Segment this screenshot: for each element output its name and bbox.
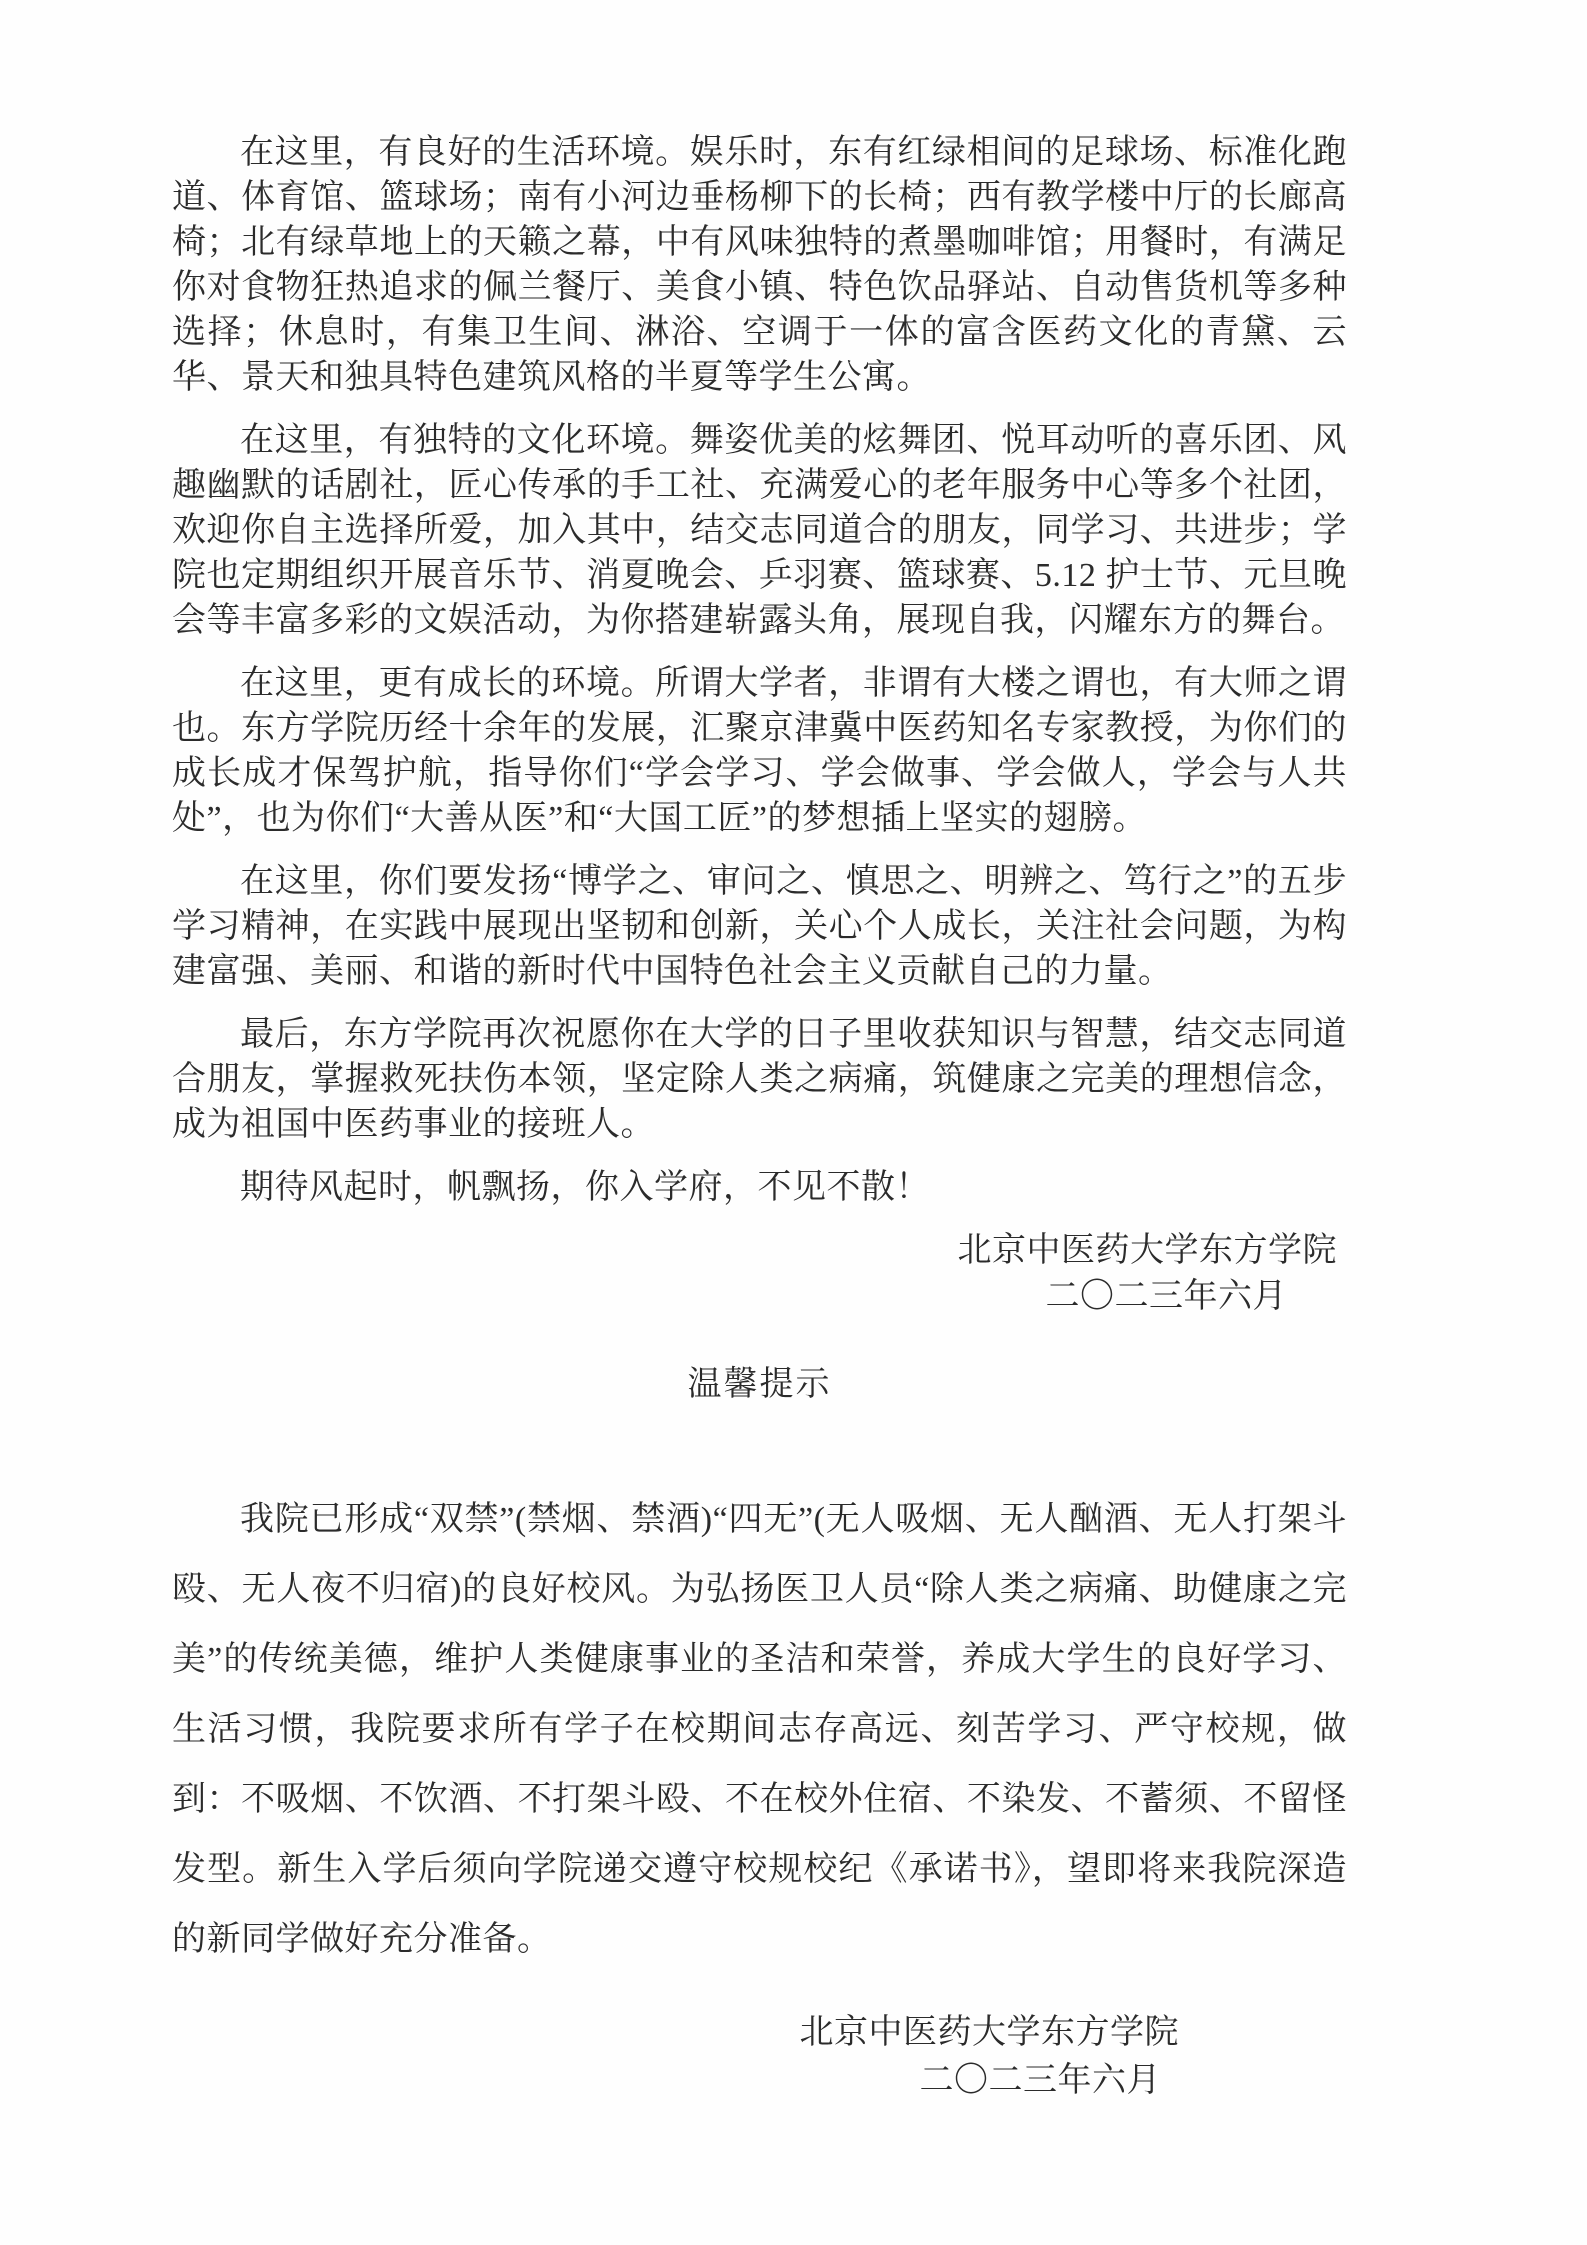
letter-paragraph-culture-environment: 在这里，有独特的文化环境。舞姿优美的炫舞团、悦耳动听的喜乐团、风趣幽默的话剧社，匠心传承的手工社、充满爱心的老年服务中心等多个社团，欢迎你自主选择所爱，加入其中，结交志同道合的朋友，同学习、共进步；学院也定期组织开展音乐节、消夏晚会、乒羽赛、篮球赛、5.12 护士节、元旦晚会等丰富多彩的文娱活动，为你搭建崭露头角，展现自我，闪耀东方的舞台。 [172,422,1347,639]
letter-signature-block [172,1228,1347,1320]
notice-section [172,1362,1347,2105]
letter-paragraph-growth-environment: 在这里，更有成长的环境。所谓大学者，非谓有大楼之谓也，有大师之谓也。东方学院历经十余年的发展，汇聚京津冀中医药知名专家教授，为你们的成长成才保驾护航，指导你们“学会学习、学会做事、学会做人，学会与人共处”，也为你们“大善从医”和“大国工匠”的梦想插上坚实的翅膀。 [172,665,1347,837]
notice-title: 温馨提示 [687,1366,832,1403]
letter-paragraph-study-spirit: 在这里，你们要发扬“博学之、审问之、慎思之、明辨之、笃行之”的五步学习精神，在实践中展现出坚韧和创新，关心个人成长，关注社会问题，为构建富强、美丽、和谐的新时代中国特色社会主义贡献自己的力量。 [172,863,1347,990]
letter-closing-line: 期待风起时，帆飘扬，你入学府，不见不散！ [240,1169,930,1206]
notice-signature-block [172,2009,1347,2105]
notice-signature-date: 二〇二三年六月 [919,2062,1161,2099]
letter-paragraph-final-wishes: 最后，东方学院再次祝愿你在大学的日子里收获知识与智慧，结交志同道合朋友，掌握救死扶伤本领，坚定除人类之病痛，筑健康之完美的理想信念，成为祖国中医药事业的接班人。 [172,1016,1347,1143]
letter-paragraph-living-environment: 在这里，有良好的生活环境。娱乐时，东有红绿相间的足球场、标准化跑道、体育馆、篮球场；南有小河边垂杨柳下的长椅；西有教学楼中厅的长廊高椅；北有绿草地上的天籁之幕，中有风味独特的煮墨咖啡馆；用餐时，有满足你对食物狂热追求的佩兰餐厅、美食小镇、特色饮品驿站、自动售货机等多种选择；休息时，有集卫生间、淋浴、空调于一体的富含医药文化的青黛、云华、景天和独具特色建筑风格的半夏等学生公寓。 [172,134,1347,396]
welcome-letter-section [172,130,1347,1320]
letter-signature-date: 二〇二三年六月 [1045,1278,1287,1315]
notice-signature-organization: 北京中医药大学东方学院 [799,2014,1179,2051]
notice-paragraph: 我院已形成“双禁”(禁烟、禁酒)“四无”(无人吸烟、无人酗酒、无人打架斗殴、无人夜不归宿)的良好校风。为弘扬医卫人员“除人类之病痛、助健康之完美”的传统美德，维护人类健康事业的圣洁和荣誉，养成大学生的良好学习、生活习惯，我院要求所有学子在校期间志存高远、刻苦学习、严守校规，做到：不吸烟、不饮酒、不打架斗殴、不在校外住宿、不染发、不蓄须、不留怪发型。新生入学后须向学院递交遵守校规校纪《承诺书》，望即将来我院深造的新同学做好充分准备。 [172,1501,1347,1958]
letter-signature-organization: 北京中医药大学东方学院 [957,1232,1337,1269]
